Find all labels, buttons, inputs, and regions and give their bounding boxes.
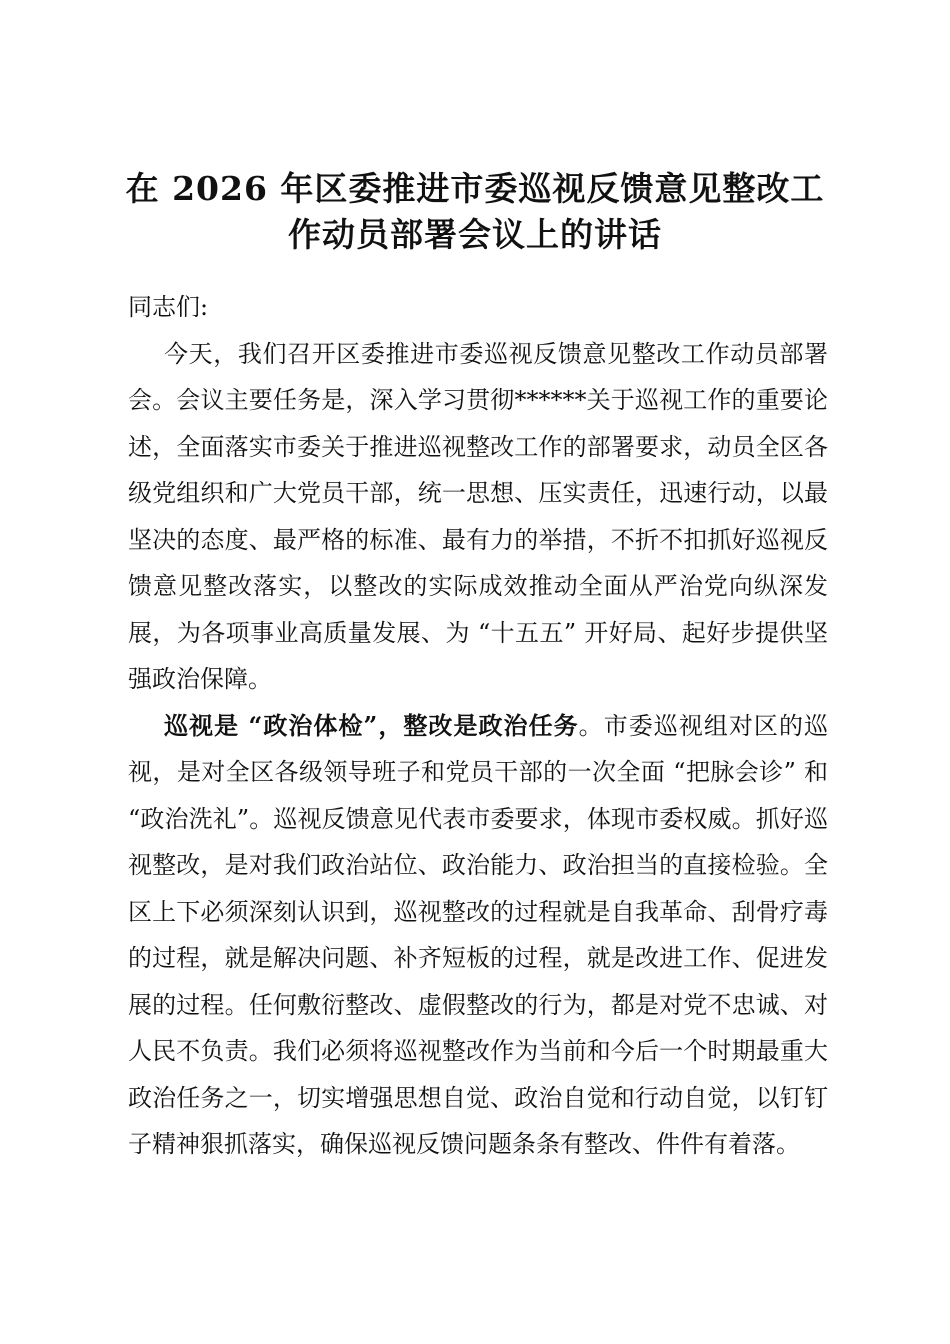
paragraph-2-body: 。市委巡视组对区的巡视，是对全区各级领导班子和党员干部的一次全面 “把脉会诊” 和 “政治洗礼”。巡视反馈意见代表市委要求，体现市委权威。抓好巡视整改，是对我们政治站位、政治能力、政治担当的直接检验。全区上下必须深刻认识到，巡视整改的过程就是自我革命、刮骨疗毒的过程，就是解决问题、补齐短板的过程，就是改进工作、促进发展的过程。任何敷衍整改、虚假整改的行为，都是对党不忠诚、对人民不负责。我们必须将巡视整改作为当前和今后一个时期最重大政治任务之一，切实增强思想自觉、政治自觉和行动自觉，以钉钉子精神狠抓落实，确保巡视反馈问题条条有整改、件件有着落。 [128, 711, 828, 1158]
document-body [128, 284, 828, 1168]
paragraph-1: 今天，我们召开区委推进市委巡视反馈意见整改工作动员部署会。会议主要任务是，深入学习贯彻******关于巡视工作的重要论述，全面落实市委关于推进巡视整改工作的部署要求，动员全区各级党组织和广大党员干部，统一思想、压实责任，迅速行动，以最坚决的态度、最严格的标准、最有力的举措，不折不扣抓好巡视反馈意见整改落实，以整改的实际成效推动全面从严治党向纵深发展，为各项事业高质量发展、为 “十五五” 开好局、起好步提供坚强政治保障。 [128, 339, 828, 693]
salutation: 同志们: [128, 293, 209, 321]
paragraph-2-lead: 巡视是 “政治体检”，整改是政治任务 [164, 710, 579, 740]
document-title [100, 166, 850, 258]
title-line-1: 在 2026 年区委推进市委巡视反馈意见整改工 [125, 169, 825, 208]
paragraph-2 [128, 703, 828, 1168]
title-line-2: 作动员部署会议上的讲话 [288, 215, 662, 254]
